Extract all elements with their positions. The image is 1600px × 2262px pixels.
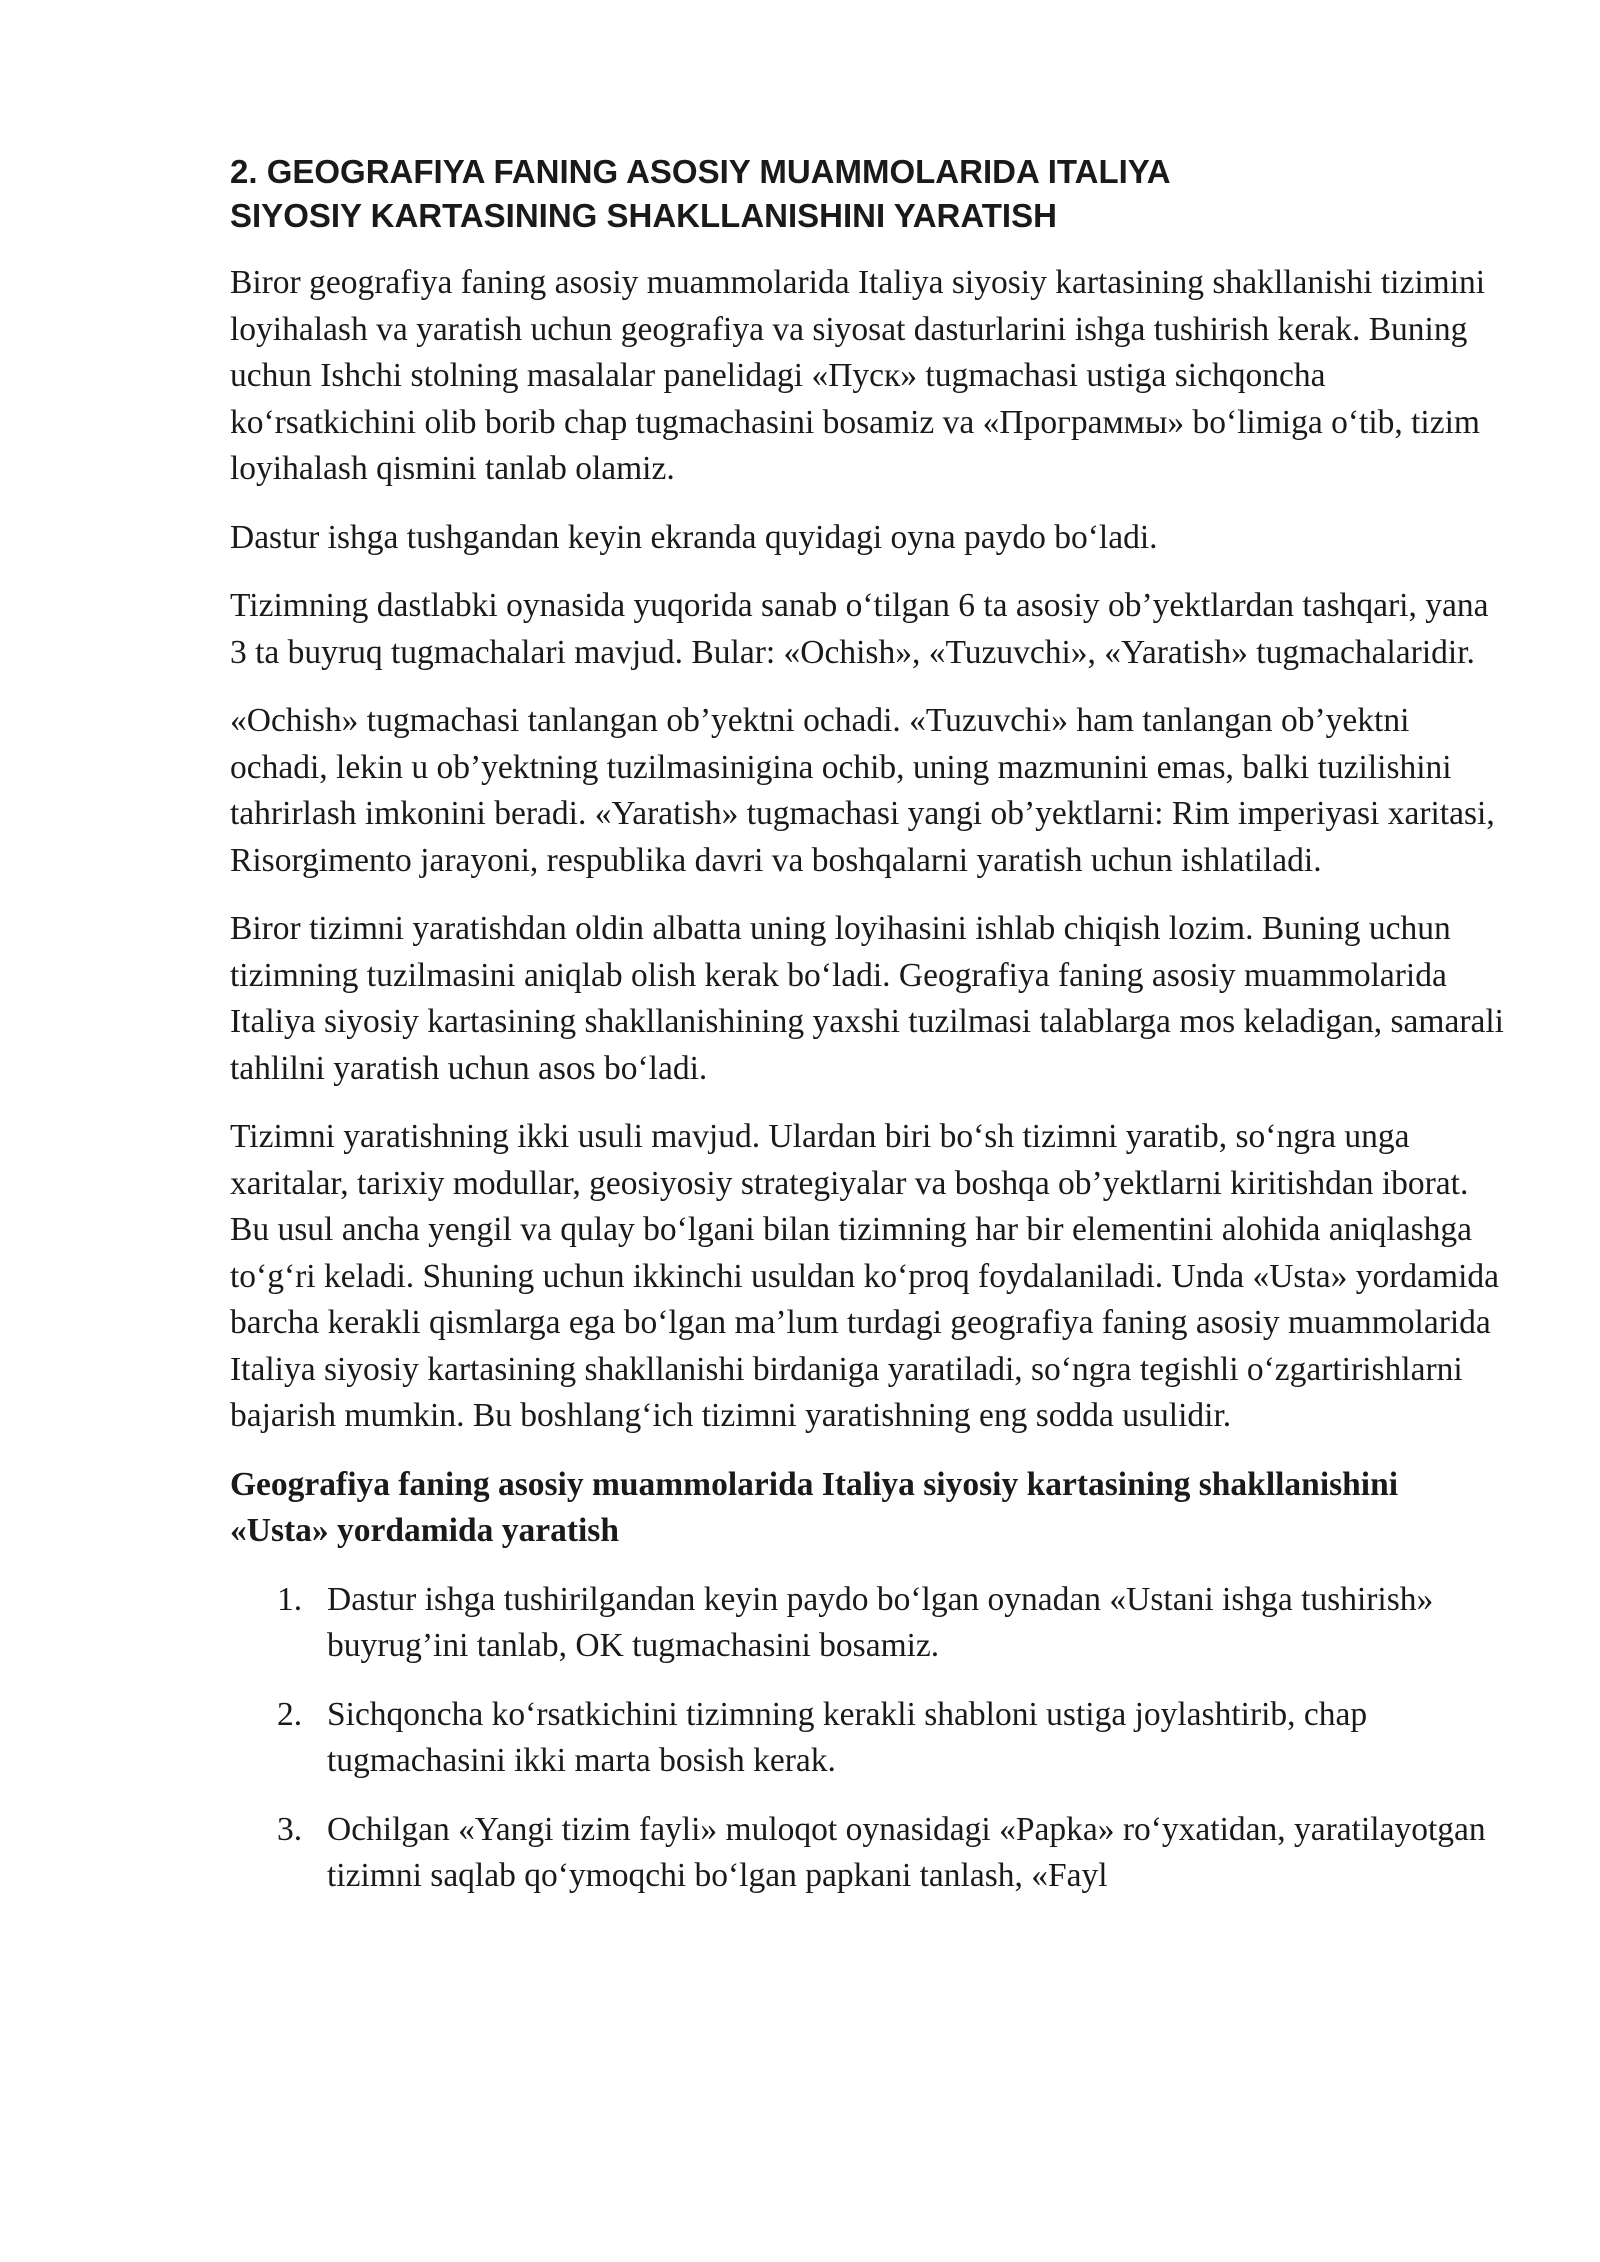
list-item (230, 1807, 1505, 1900)
section-title-line-2: SIYOSIY KARTASINING SHAKLLANISHINI YARATISH (230, 197, 1057, 234)
paragraph-launch-programs: Biror geografiya faning asosiy muammolarida Italiya siyosiy kartasining shakllanishi tizimini loyihalash va yaratish uchun geografiya va siyosat dasturlarini ishga tushirish kerak. Buning uchun Ishchi stolning masalalar panelidagi «Пуск» tugmachasi ustiga sichqoncha koʻrsatkichini olib borib chap tugmachasini bosamiz va «Программы» boʻlimiga oʻtib, tizim loyihalash qismini tanlab olamiz. (230, 264, 1486, 487)
subheading-wizard-creation: Geografiya faning asosiy muammolarida Italiya siyosiy kartasining shakllanishini «Usta» yordamida yaratish (230, 1465, 1399, 1549)
list-item (230, 1577, 1505, 1670)
paragraph-window-appears: Dastur ishga tushgandan keyin ekranda quyidagi oyna paydo boʻladi. (230, 518, 1158, 556)
paragraph-command-buttons: Tizimning dastlabki oynasida yuqorida sanab oʻtilgan 6 ta asosiy ob’yektlardan tashqari, yana 3 ta buyruq tugmachalari mavjud. Bular: «Ochish», «Tuzuvchi», «Yaratish» tugmachalaridir. (230, 587, 1489, 671)
step-number: 1. (277, 1580, 303, 1618)
step-text: Ochilgan «Yangi tizim fayli» muloqot oynasidagi «Papka» roʻyxatidan, yaratilayotgan tizimni saqlab qoʻymoqchi boʻlgan papkani tanlash, «Fayl (327, 1810, 1486, 1894)
step-number: 3. (277, 1810, 303, 1848)
list-item (230, 1692, 1505, 1785)
paragraph-creation-methods: Tizimni yaratishning ikki usuli mavjud. Ulardan biri boʻsh tizimni yaratib, soʻngra unga xaritalar, tarixiy modullar, geosiyosiy strategiyalar va boshqa ob’yektlarni kiritishdan iborat. Bu usul ancha yengil va qulay boʻlgani bilan tizimning har bir elementini alohida aniqlashga toʻgʻri keladi. Shuning uchun ikkinchi usuldan koʻproq foydalaniladi. Unda «Usta» yordamida barcha kerakli qismlarga ega boʻlgan ma’lum turdagi geografiya faning asosiy muammolarida Italiya siyosiy kartasining shakllanishi birdaniga yaratiladi, soʻngra tegishli oʻzgartirishlarni bajarish mumkin. Bu boshlangʻich tizimni yaratishning eng sodda usulidir. (230, 1118, 1500, 1434)
paragraph-button-descriptions: «Ochish» tugmachasi tanlangan ob’yektni ochadi. «Tuzuvchi» ham tanlangan ob’yektni ochadi, lekin u ob’yektning tuzilmasinigina ochib, uning mazmunini emas, balki tuzilishini tahrirlash imkonini beradi. «Yaratish» tugmachasi yangi ob’yektlarni: Rim imperiyasi xaritasi, Risorgimento jarayoni, respublika davri va boshqalarni yaratish uchun ishlatiladi. (230, 702, 1495, 879)
step-text: Dastur ishga tushirilgandan keyin paydo boʻlgan oynadan «Ustani ishga tushirish» buyrug’ini tanlab, OK tugmachasini bosamiz. (327, 1580, 1434, 1664)
document-body (230, 150, 1505, 1922)
section-title-line-1: 2. GEOGRAFIYA FANING ASOSIY MUAMMOLARIDA ITALIYA (230, 153, 1171, 190)
section-title (230, 150, 1505, 238)
steps-list (230, 1577, 1505, 1900)
paragraph-system-design: Biror tizimni yaratishdan oldin albatta uning loyihasini ishlab chiqish lozim. Buning uchun tizimning tuzilmasini aniqlab olish kerak boʻladi. Geografiya faning asosiy muammolarida Italiya siyosiy kartasining shakllanishining yaxshi tuzilmasi talablarga mos keladigan, samarali tahlilni yaratish uchun asos boʻladi. (230, 910, 1504, 1087)
step-number: 2. (277, 1695, 303, 1733)
step-text: Sichqoncha koʻrsatkichini tizimning kerakli shabloni ustiga joylashtirib, chap tugmachasini ikki marta bosish kerak. (327, 1695, 1368, 1779)
